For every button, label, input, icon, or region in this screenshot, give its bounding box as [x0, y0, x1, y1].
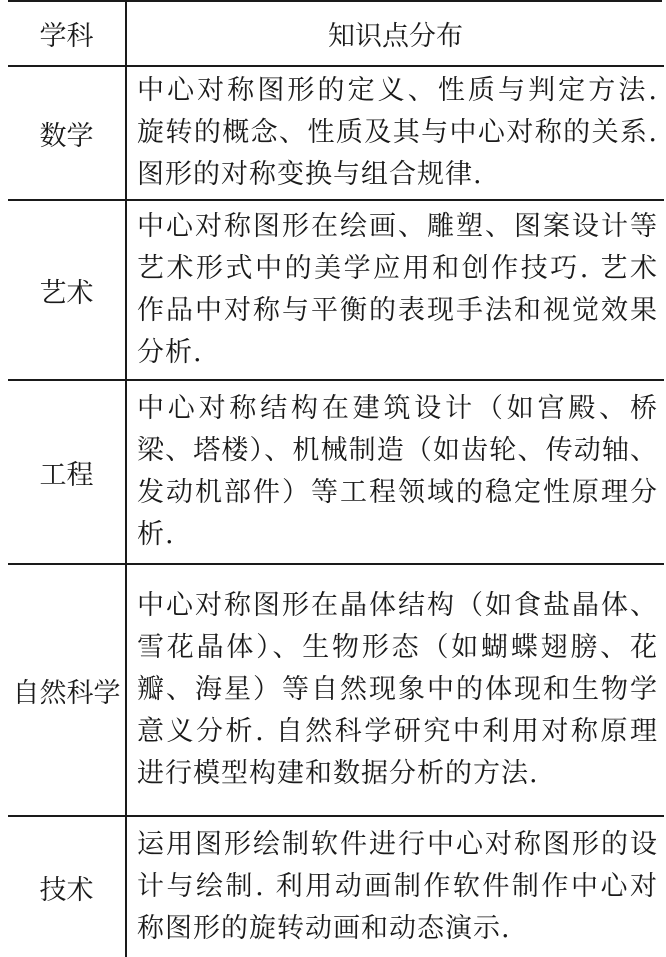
subject-cell: 技术	[8, 816, 126, 957]
header-row	[8, 2, 664, 66]
subject-cell: 数学	[8, 66, 126, 200]
table-row	[8, 816, 664, 957]
table-row	[8, 66, 664, 200]
subject-cell: 艺术	[8, 200, 126, 380]
table-row	[8, 200, 664, 380]
content-cell: 中心对称图形的定义、性质与判定方法. 旋转的概念、性质及其与中心对称的关系. 图形的对称变换与组合规律.	[126, 66, 664, 200]
table-row	[8, 564, 664, 816]
knowledge-distribution-table	[8, 0, 662, 957]
content-cell: 中心对称结构在建筑设计（如宫殿、桥梁、塔楼）、机械制造（如齿轮、传动轴、发动机部件）等工程领域的稳定性原理分析.	[126, 380, 664, 564]
content-cell: 运用图形绘制软件进行中心对称图形的设计与绘制. 利用动画制作软件制作中心对称图形的旋转动画和动态演示.	[137, 829, 658, 944]
content-cell: 中心对称图形在绘画、雕塑、图案设计等艺术形式中的美学应用和创作技巧. 艺术作品中对称与平衡的表现手法和视觉效果分析.	[126, 200, 664, 380]
table-row	[8, 380, 664, 564]
content-cell: 中心对称图形在晶体结构（如食盐晶体、雪花晶体）、生物形态（如蝴蝶翅膀、花瓣、海星）等自然现象中的体现和生物学意义分析. 自然科学研究中利用对称原理进行模型构建和数据分析的方法.	[126, 564, 664, 816]
header-subject: 学科	[8, 2, 126, 66]
table-grid	[8, 2, 664, 957]
subject-cell: 工程	[8, 380, 126, 564]
subject-cell: 自然科学	[8, 564, 126, 816]
header-knowledge: 知识点分布	[126, 2, 664, 66]
